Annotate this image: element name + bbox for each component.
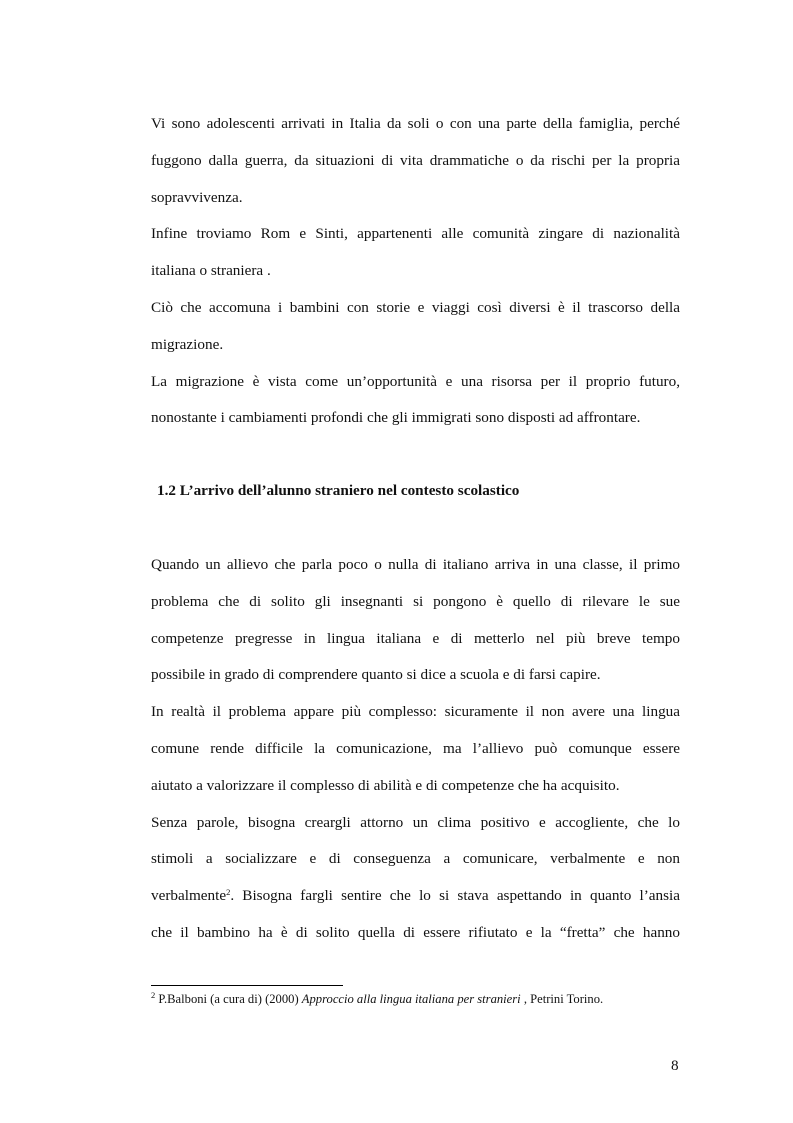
paragraph-7-line-2: stimoli a socializzare e di conseguenza a comunicare, verbalmente e non — [151, 850, 680, 867]
paragraph-6-line-3: aiutato a valorizzare il complesso di abilità e di competenze che ha acquisito. — [151, 777, 620, 794]
footnote-author: P.Balboni (a cura di) (2000) — [155, 992, 302, 1006]
footnote-title: Approccio alla lingua italiana per stranieri — [301, 992, 521, 1006]
section-heading: 1.2 L’arrivo dell’alunno straniero nel contesto scolastico — [157, 482, 520, 499]
paragraph-7-line-3-start: verbalmente — [151, 887, 227, 904]
paragraph-7-line-4: che il bambino ha è di solito quella di essere rifiutato e la “fretta” che hanno — [151, 924, 680, 941]
footnote-number: 2 — [151, 990, 156, 1000]
paragraph-1-line-1: Vi sono adolescenti arrivati in Italia da soli o con una parte della famiglia, perché — [151, 115, 680, 132]
paragraph-3-line-2: migrazione. — [151, 336, 224, 353]
footnote — [151, 991, 603, 1007]
footnote-separator — [151, 985, 343, 986]
footnote-publisher: , Petrini Torino. — [520, 992, 604, 1006]
paragraph-4-line-1: La migrazione è vista come un’opportunità e una risorsa per il proprio futuro, — [151, 373, 680, 390]
paragraph-1-line-3: sopravvivenza. — [151, 189, 243, 206]
footnote-reference: 2 — [226, 887, 231, 897]
paragraph-2-line-2: italiana o straniera . — [151, 262, 271, 279]
paragraph-5-line-2: problema che di solito gli insegnanti si pongono è quello di rilevare le sue — [151, 593, 680, 610]
paragraph-7-line-3 — [151, 886, 680, 906]
paragraph-5-line-1: Quando un allievo che parla poco o nulla di italiano arriva in una classe, il primo — [151, 556, 680, 573]
paragraph-1-line-2: fuggono dalla guerra, da situazioni di vita drammatiche o da rischi per la propria — [151, 152, 680, 169]
paragraph-6-line-2: comune rende difficile la comunicazione, ma l’allievo può comunque essere — [151, 740, 680, 757]
paragraph-6-line-1: In realtà il problema appare più complesso: sicuramente il non avere una lingua — [151, 703, 680, 720]
paragraph-7-line-1: Senza parole, bisogna creargli attorno un clima positivo e accogliente, che lo — [151, 814, 680, 831]
page-number: 8 — [671, 1057, 679, 1074]
paragraph-2-line-1: Infine troviamo Rom e Sinti, appartenenti alle comunità zingare di nazionalità — [151, 225, 680, 242]
paragraph-7-line-3-end: . Bisogna fargli sentire che lo si stava aspettando in quanto l’ansia — [230, 887, 680, 904]
paragraph-3-line-1: Ciò che accomuna i bambini con storie e viaggi così diversi è il trascorso della — [151, 299, 680, 316]
paragraph-5-line-3: competenze pregresse in lingua italiana e di metterlo nel più breve tempo — [151, 630, 680, 647]
paragraph-5-line-4: possibile in grado di comprendere quanto si dice a scuola e di farsi capire. — [151, 666, 601, 683]
paragraph-4-line-2: nonostante i cambiamenti profondi che gli immigrati sono disposti ad affrontare. — [151, 409, 641, 426]
